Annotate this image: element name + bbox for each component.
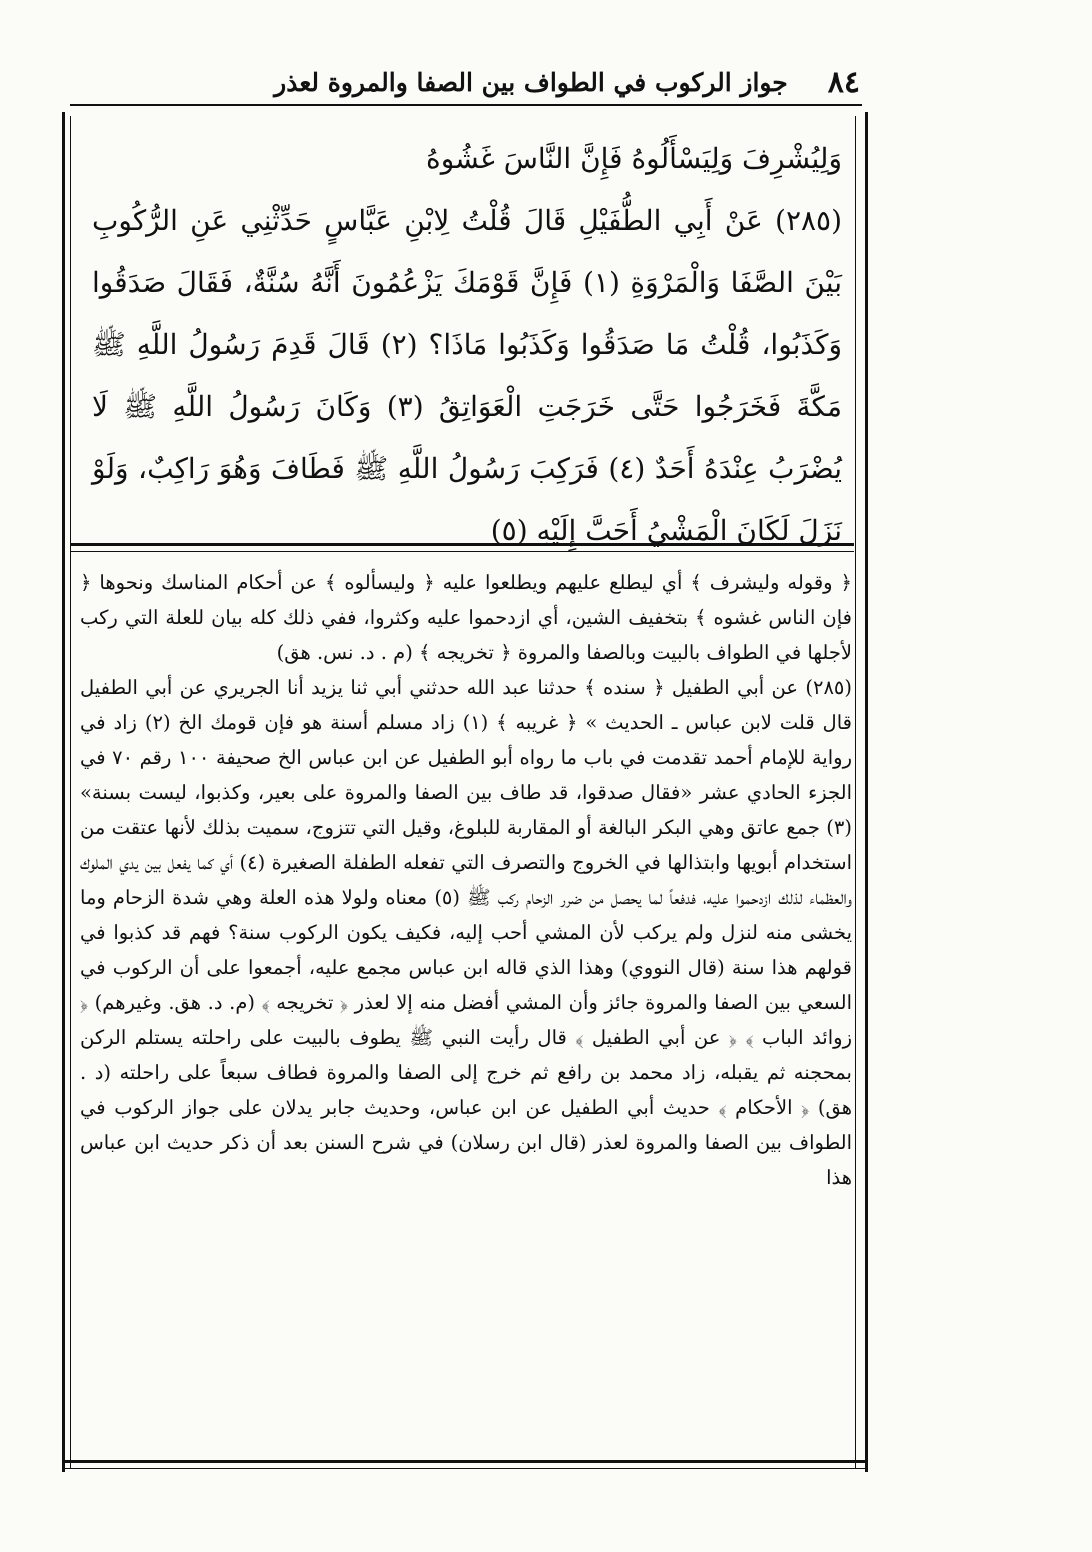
running-title: جواز الركوب في الطواف بين الصفا والمروة لعذر <box>274 67 788 97</box>
commentary-paragraph: (٢٨٥) عن أبي الطفيل ﴿ سنده ﴾ حدثنا عبد الله حدثني أبي ثنا يزيد أنا الجريري عن أبي الطفيل قال قلت لابن عباس ـ الحديث » ﴿ غريبه ﴾ (١) زاد مسلم أسنة هو فإن قومك الخ (٢) زاد في رواية للإمام أحمد تقدمت في باب ما رواه أبو الطفيل عن ابن عباس الخ صحيفة ١٠٠ رقم ٧٠ في الجزء الحادي عشر «فقال صدقوا، قد طاف بين الصفا والمروة على بعير، وكذبوا، ليست بسنة» (٣) جمع عاتق وهي البكر البالغة أو المقاربة للبلوغ، وقيل التي تتزوج، سميت بذلك لأنها عتقت من استخدام أبويها وابتذالها في الخروج والتصرف التي تفعله الطفلة الصغيرة (٤) أي كما يفعل بين يدي الملوك والعظماء لذلك ازدحموا عليه، فدفعاً لما يحصل من ضرر الزحام ركب ﷺ (٥) معناه ولولا هذه العلة وهي شدة الزحام وما يخشى منه لنزل ولم يركب لأن المشي أحب إليه، فكيف يكون الركوب سنة؟ فهم قد كذبوا في قولهم هذا سنة (قال النووي) وهذا الذي قاله ابن عباس مجمع عليه، أجمعوا على أن الركوب في السعي بين الصفا والمروة جائز وأن المشي أفضل منه إلا لعذر ﴿ تخريجه ﴾ (م. د. هق. وغيرهم) ﴿ زوائد الباب ﴾ ﴿ عن أبي الطفيل ﴾ قال رأيت النبي ﷺ يطوف بالبيت على راحلته يستلم الركن بمحجنه ثم يقبله، زاد محمد بن رافع ثم خرج إلى الصفا والمروة فطاف سبعاً على راحلته (د . هق) ﴿ الأحكام ﴾ حديث أبي الطفيل عن ابن عباس، وحديث جابر يدلان على جواز الركوب في الطواف بين الصفا والمروة لعذر (قال ابن رسلان) في شرح السنن بعد أن ذكر حديث ابن عباس هذا <box>80 676 852 1189</box>
hadith-285: (٢٨٥) عَنْ أَبِي الطُّفَيْلِ قَالَ قُلْتُ لِابْنِ عَبَّاسٍ حَدِّثْنِي عَنِ الرُّكُوبِ بَيْنَ الصَّفَا وَالْمَرْوَةِ (١) فَإِنَّ قَوْمَكَ يَزْعُمُونَ أَنَّهُ سُنَّةٌ، فَقَالَ صَدَقُوا وَكَذَبُوا، قُلْتُ مَا صَدَقُوا وَكَذَبُوا مَاذَا؟ (٢) قَالَ قَدِمَ رَسُولُ اللَّهِ ﷺ مَكَّةَ فَخَرَجُوا حَتَّى خَرَجَتِ الْعَوَاتِقُ (٣) وَكَانَ رَسُولُ اللَّهِ ﷺ لَا يُضْرَبُ عِنْدَهُ أَحَدٌ (٤) فَرَكِبَ رَسُولُ اللَّهِ ﷺ فَطَافَ وَهُوَ رَاكِبٌ، وَلَوْ نَزَلَ لَكَانَ الْمَشْيُ أَحَبَّ إِلَيْهِ (٥) <box>92 204 842 547</box>
bottom-rule-thin <box>62 1468 868 1469</box>
header-rule <box>70 104 862 106</box>
commentary-paragraph: ﴿ وقوله وليشرف ﴾ أي ليطلع عليهم ويطلعوا عليه ﴿ وليسألوه ﴾ عن أحكام المناسك ونحوها ﴿ فإن الناس غشوه ﴾ بتخفيف الشين، أي ازدحموا عليه وكثروا، ففي ذلك كله بيان للعلة التي ركب لأجلها في الطواف بالبيت وبالصفا والمروة ﴿ تخريجه ﴾ (م . د. نس. هق) <box>80 571 852 664</box>
hadith-text <box>92 128 842 562</box>
page-number: ٨٤ <box>827 64 860 100</box>
bottom-rule <box>62 1460 868 1463</box>
section-divider-thin <box>70 551 854 552</box>
opening-line: وَلِيُشْرِفَ وَلِيَسْأَلُوهُ فَإِنَّ النَّاسَ غَشُوهُ <box>426 142 842 175</box>
commentary <box>80 565 852 1195</box>
section-divider <box>70 543 854 546</box>
page-header <box>70 60 860 104</box>
